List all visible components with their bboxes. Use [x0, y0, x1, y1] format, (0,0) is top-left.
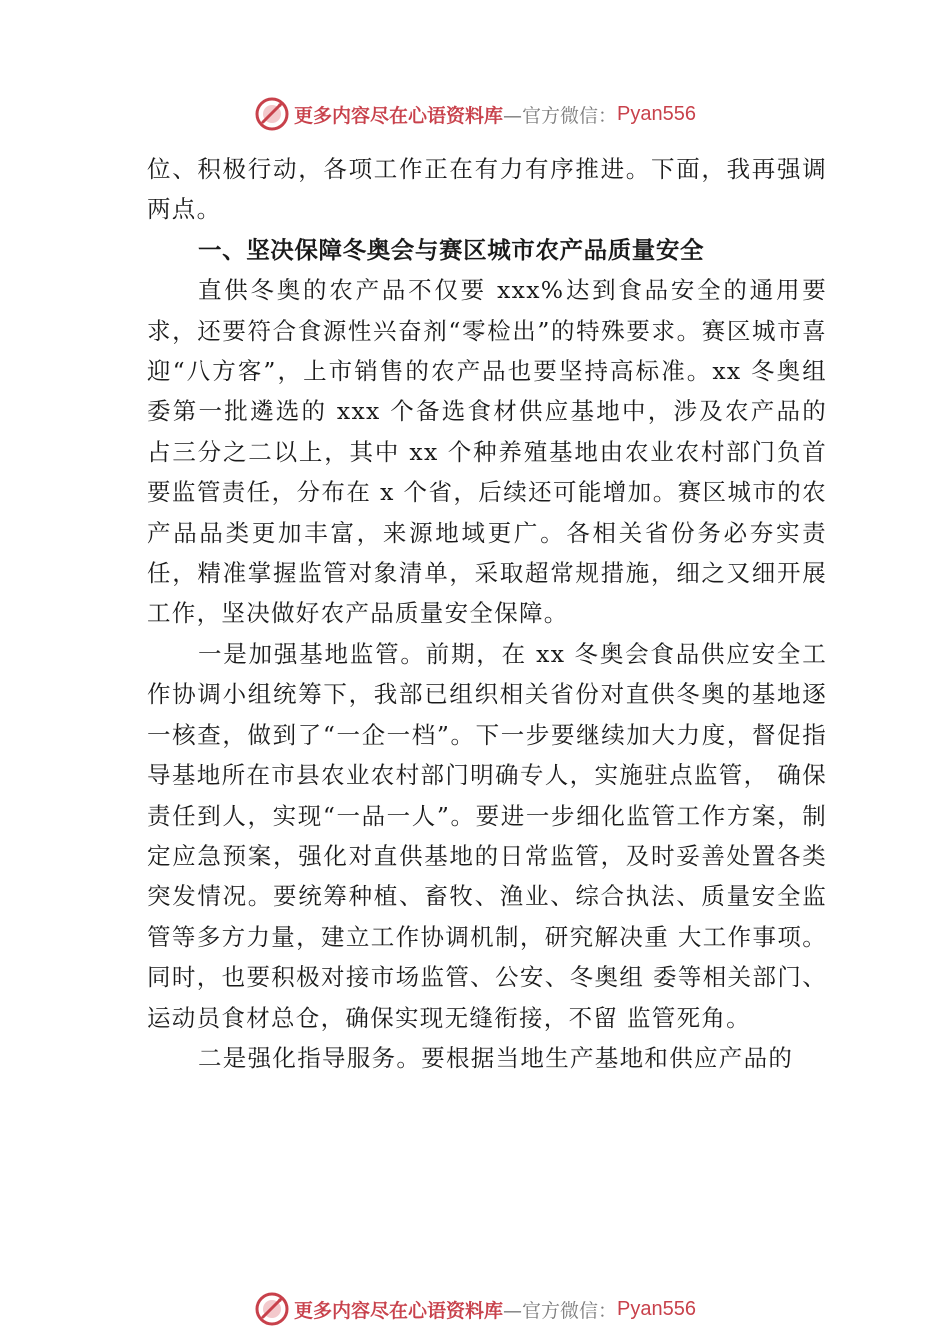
footer-wechat-id: Pyan556 — [617, 1297, 696, 1320]
brand-logo-icon — [254, 96, 290, 132]
paragraph-continuation: 位、积极行动，各项工作正在有力有序推进。下面，我再强调两点。 — [147, 155, 827, 224]
header-brand: 更多内容尽在心语资料库 — [294, 104, 504, 127]
footer-watermark — [0, 1289, 950, 1329]
footer-brand: 更多内容尽在心语资料库 — [294, 1299, 504, 1322]
paragraph-1: 直供冬奥的农产品不仅要 xxx%达到食品安全的通用要求，还要符合食源性兴奋剂“零检出”的特殊要求。赛区城市喜迎“八方客”，上市销售的农产品也要坚持高标准。xx 冬奥组委第一批遴选的 xxx 个备选食材供应基地中，涉及农产品的占三分之二以上，其中 xx 个种养殖基地由农业农村部门负首要监管责任，分布在 x 个省，后续还可能增加。赛区城市的农产品品类更加丰富，来源地域更广。各相关省份务必夯实责任，精准掌握监管对象清单，采取超常规措施，细之又细开展工作，坚决做好农产品质量安全保障。 — [147, 276, 827, 628]
paragraph-2: 一是加强基地监管。前期，在 xx 冬奥会食品供应安全工作协调小组统筹下，我部已组织相关省份对直供冬奥的基地逐一核查，做到了“一企一档”。下一步要继续加大力度，督促指导基地所在市县农业农村部门明确专人，实施驻点监管， 确保责任到人，实现“一品一人”。要进一步细化监管工作方案，制定应急预案，强化对直供基地的日常监管，及时妥善处置各类突发情况。要统筹种植、畜牧、渔业、综合执法、质量安全监管等多方力量，建立工作协调机制，研究解决重 大工作事项。同时，也要积极对接市场监管、公安、冬奥组 委等相关部门、运动员食材总仓，确保实现无缝衔接，不留 监管死角。 — [147, 639, 827, 1032]
header-separator: —官方微信： — [503, 104, 618, 127]
document-body — [147, 149, 827, 1078]
section-heading: 一、坚决保障冬奥会与赛区城市农产品质量安全 — [198, 235, 705, 264]
header-watermark — [0, 94, 950, 134]
footer-separator: —官方微信： — [503, 1299, 618, 1322]
paragraph-3: 二是强化指导服务。要根据当地生产基地和供应产品的 — [198, 1043, 794, 1072]
brand-logo-icon — [254, 1291, 290, 1327]
header-wechat-id: Pyan556 — [617, 102, 696, 125]
